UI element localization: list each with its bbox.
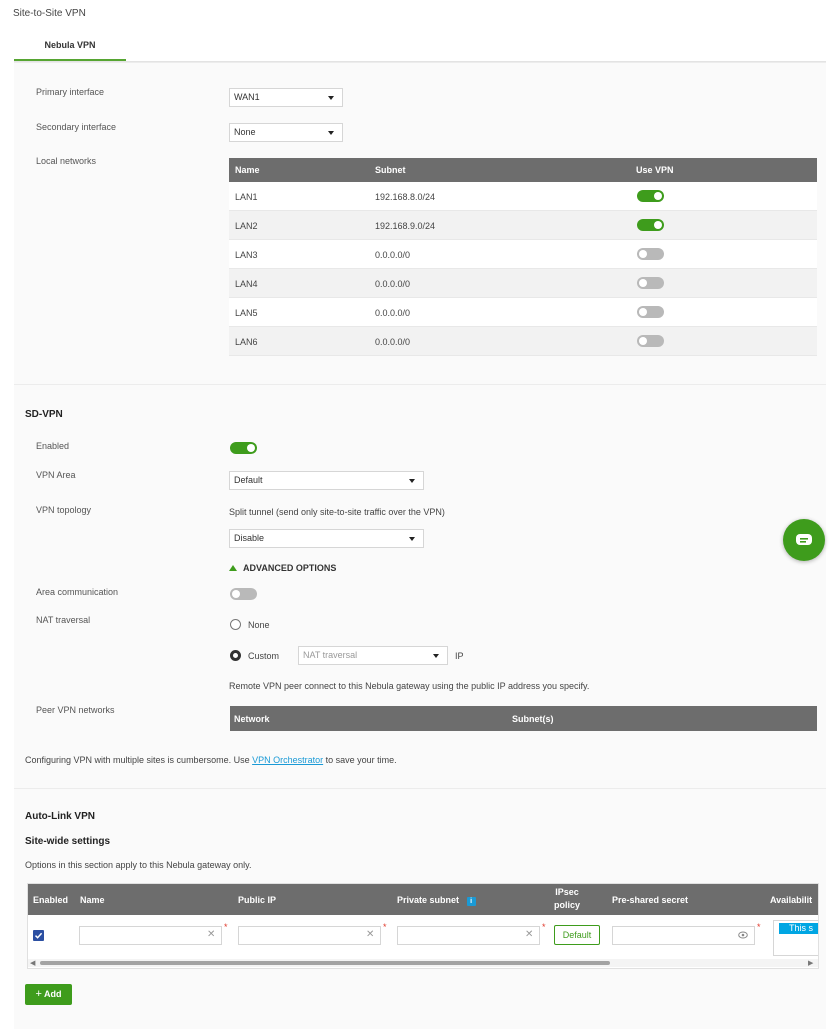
table-row <box>229 182 817 211</box>
nat-traversal-label: NAT traversal <box>36 615 91 625</box>
clear-icon[interactable]: ✕ <box>525 929 534 940</box>
page-title: Site-to-Site VPN <box>13 8 86 19</box>
scrollbar-thumb[interactable] <box>40 961 610 965</box>
nat-traversal-placeholder: NAT traversal <box>303 650 358 660</box>
info-icon[interactable]: i <box>467 897 476 906</box>
scroll-left-icon[interactable]: ◀ <box>30 960 36 967</box>
area-communication-toggle[interactable] <box>230 588 257 600</box>
lan-name: LAN6 <box>235 337 258 347</box>
sd-vpn-title: SD-VPN <box>25 409 63 420</box>
triangle-up-icon <box>229 565 237 571</box>
auto-link-description: Options in this section apply to this Nebula gateway only. <box>25 860 252 870</box>
chevron-down-icon <box>328 96 334 100</box>
col-name-header: Name <box>235 165 260 175</box>
availability-field[interactable] <box>773 920 819 956</box>
col-availability: Availabilit <box>770 895 813 905</box>
vpn-orchestrator-note <box>25 755 397 765</box>
pre-shared-secret-input[interactable] <box>612 926 755 945</box>
footer-text-suffix: to save your time. <box>323 755 397 765</box>
clear-icon[interactable]: ✕ <box>207 929 216 940</box>
col-private-subnet <box>397 895 476 906</box>
chevron-down-icon <box>433 654 439 658</box>
vpn-topology-select[interactable] <box>229 529 424 548</box>
sd-vpn-panel <box>14 384 826 788</box>
vpn-area-label: VPN Area <box>36 470 76 480</box>
table-row <box>229 327 817 356</box>
table-row <box>229 211 817 240</box>
col-enabled: Enabled <box>33 895 69 905</box>
auto-link-table <box>27 883 819 969</box>
table-row <box>229 269 817 298</box>
enabled-checkbox[interactable] <box>33 930 44 941</box>
col-public-ip: Public IP <box>238 895 277 905</box>
local-networks-table <box>229 158 817 356</box>
lan-subnet: 192.168.8.0/24 <box>375 192 436 202</box>
lan-name: LAN1 <box>235 192 258 202</box>
peer-col-network: Network <box>234 714 270 724</box>
lan-subnet: 0.0.0.0/0 <box>375 250 411 260</box>
eye-icon[interactable] <box>738 931 748 941</box>
primary-interface-value: WAN1 <box>234 92 260 102</box>
lan-name: LAN3 <box>235 250 258 260</box>
site-wide-settings-title: Site-wide settings <box>25 836 111 847</box>
use-vpn-toggle[interactable] <box>637 219 664 231</box>
footer-text-prefix: Configuring VPN with multiple sites is cumbersome. Use <box>25 755 253 765</box>
col-ipsec-policy <box>554 886 580 912</box>
private-subnet-input[interactable] <box>397 926 540 945</box>
vpn-topology-value: Disable <box>234 533 265 543</box>
use-vpn-toggle[interactable] <box>637 190 664 202</box>
secondary-interface-select[interactable] <box>229 123 343 142</box>
vpn-area-select[interactable] <box>229 471 424 490</box>
col-pre-shared-secret: Pre-shared secret <box>612 895 689 905</box>
availability-tag[interactable]: This s <box>779 923 819 934</box>
area-communication-label: Area communication <box>36 587 119 597</box>
primary-interface-select[interactable] <box>229 88 343 107</box>
nebula-vpn-panel <box>14 62 826 384</box>
scroll-right-icon[interactable]: ▶ <box>808 960 814 967</box>
col-ipsec-line1: IPsec <box>555 887 579 897</box>
add-button-label: Add <box>43 989 62 999</box>
col-ipsec-line2: policy <box>554 900 581 910</box>
ipsec-policy-default-button[interactable]: Default <box>554 925 600 945</box>
lan-name: LAN2 <box>235 221 258 231</box>
horizontal-scrollbar[interactable] <box>28 959 818 967</box>
lan-subnet: 0.0.0.0/0 <box>375 308 411 318</box>
secondary-interface-value: None <box>234 127 256 137</box>
table-row <box>229 240 817 269</box>
use-vpn-toggle[interactable] <box>637 248 664 260</box>
col-name: Name <box>80 895 105 905</box>
public-ip-input[interactable] <box>238 926 381 945</box>
table-row <box>229 298 817 327</box>
use-vpn-toggle[interactable] <box>637 335 664 347</box>
lan-name: LAN4 <box>235 279 258 289</box>
advanced-options-label: ADVANCED OPTIONS <box>243 563 337 573</box>
chat-icon <box>783 519 825 561</box>
enabled-label: Enabled <box>36 441 70 451</box>
col-subnet-header: Subnet <box>375 165 406 175</box>
nat-custom-radio[interactable] <box>230 650 241 661</box>
advanced-options-toggle[interactable] <box>229 563 336 573</box>
lan-name: LAN5 <box>235 308 258 318</box>
auto-link-table-header <box>28 884 819 915</box>
auto-link-vpn-panel <box>14 788 826 1029</box>
secondary-interface-label: Secondary interface <box>36 122 117 132</box>
use-vpn-toggle[interactable] <box>637 306 664 318</box>
col-private-subnet-label: Private subnet <box>397 895 460 905</box>
chat-button[interactable] <box>783 519 825 561</box>
nat-ip-label: IP <box>455 651 464 661</box>
nat-traversal-ip-select[interactable] <box>298 646 448 665</box>
vpn-topology-label: VPN topology <box>36 505 92 515</box>
vpn-area-value: Default <box>234 475 263 485</box>
name-input[interactable] <box>79 926 222 945</box>
vpn-topology-description: Split tunnel (send only site-to-site traffic over the VPN) <box>229 507 445 517</box>
add-button[interactable] <box>25 984 72 1005</box>
peer-vpn-networks-label: Peer VPN networks <box>36 705 115 715</box>
lan-subnet: 0.0.0.0/0 <box>375 279 411 289</box>
nat-none-radio[interactable] <box>230 619 241 630</box>
chevron-down-icon <box>409 537 415 541</box>
table-header <box>229 158 817 182</box>
required-marker: * <box>383 922 387 932</box>
col-use-vpn-header: Use VPN <box>636 165 674 175</box>
required-marker: * <box>224 922 228 932</box>
required-marker: * <box>542 922 546 932</box>
lan-subnet: 192.168.9.0/24 <box>375 221 436 231</box>
peer-col-subnets: Subnet(s) <box>512 714 554 724</box>
peer-vpn-table-header <box>230 706 817 731</box>
auto-link-title: Auto-Link VPN <box>25 811 95 822</box>
required-marker: * <box>757 922 761 932</box>
nat-note: Remote VPN peer connect to this Nebula gateway using the public IP address you specify. <box>229 681 590 691</box>
sd-vpn-enabled-toggle[interactable] <box>230 442 257 454</box>
vpn-orchestrator-link[interactable]: VPN Orchestrator <box>252 755 324 765</box>
chevron-down-icon <box>328 131 334 135</box>
clear-icon[interactable]: ✕ <box>366 929 375 940</box>
tab-nebula-vpn[interactable]: Nebula VPN <box>14 34 126 61</box>
chevron-down-icon <box>409 479 415 483</box>
plus-icon: + <box>35 988 42 1000</box>
nat-custom-label: Custom <box>248 651 280 661</box>
local-networks-label: Local networks <box>36 156 97 166</box>
lan-subnet: 0.0.0.0/0 <box>375 337 411 347</box>
checkmark-icon <box>33 930 44 941</box>
use-vpn-toggle[interactable] <box>637 277 664 289</box>
nat-none-label: None <box>248 620 270 630</box>
primary-interface-label: Primary interface <box>36 87 105 97</box>
